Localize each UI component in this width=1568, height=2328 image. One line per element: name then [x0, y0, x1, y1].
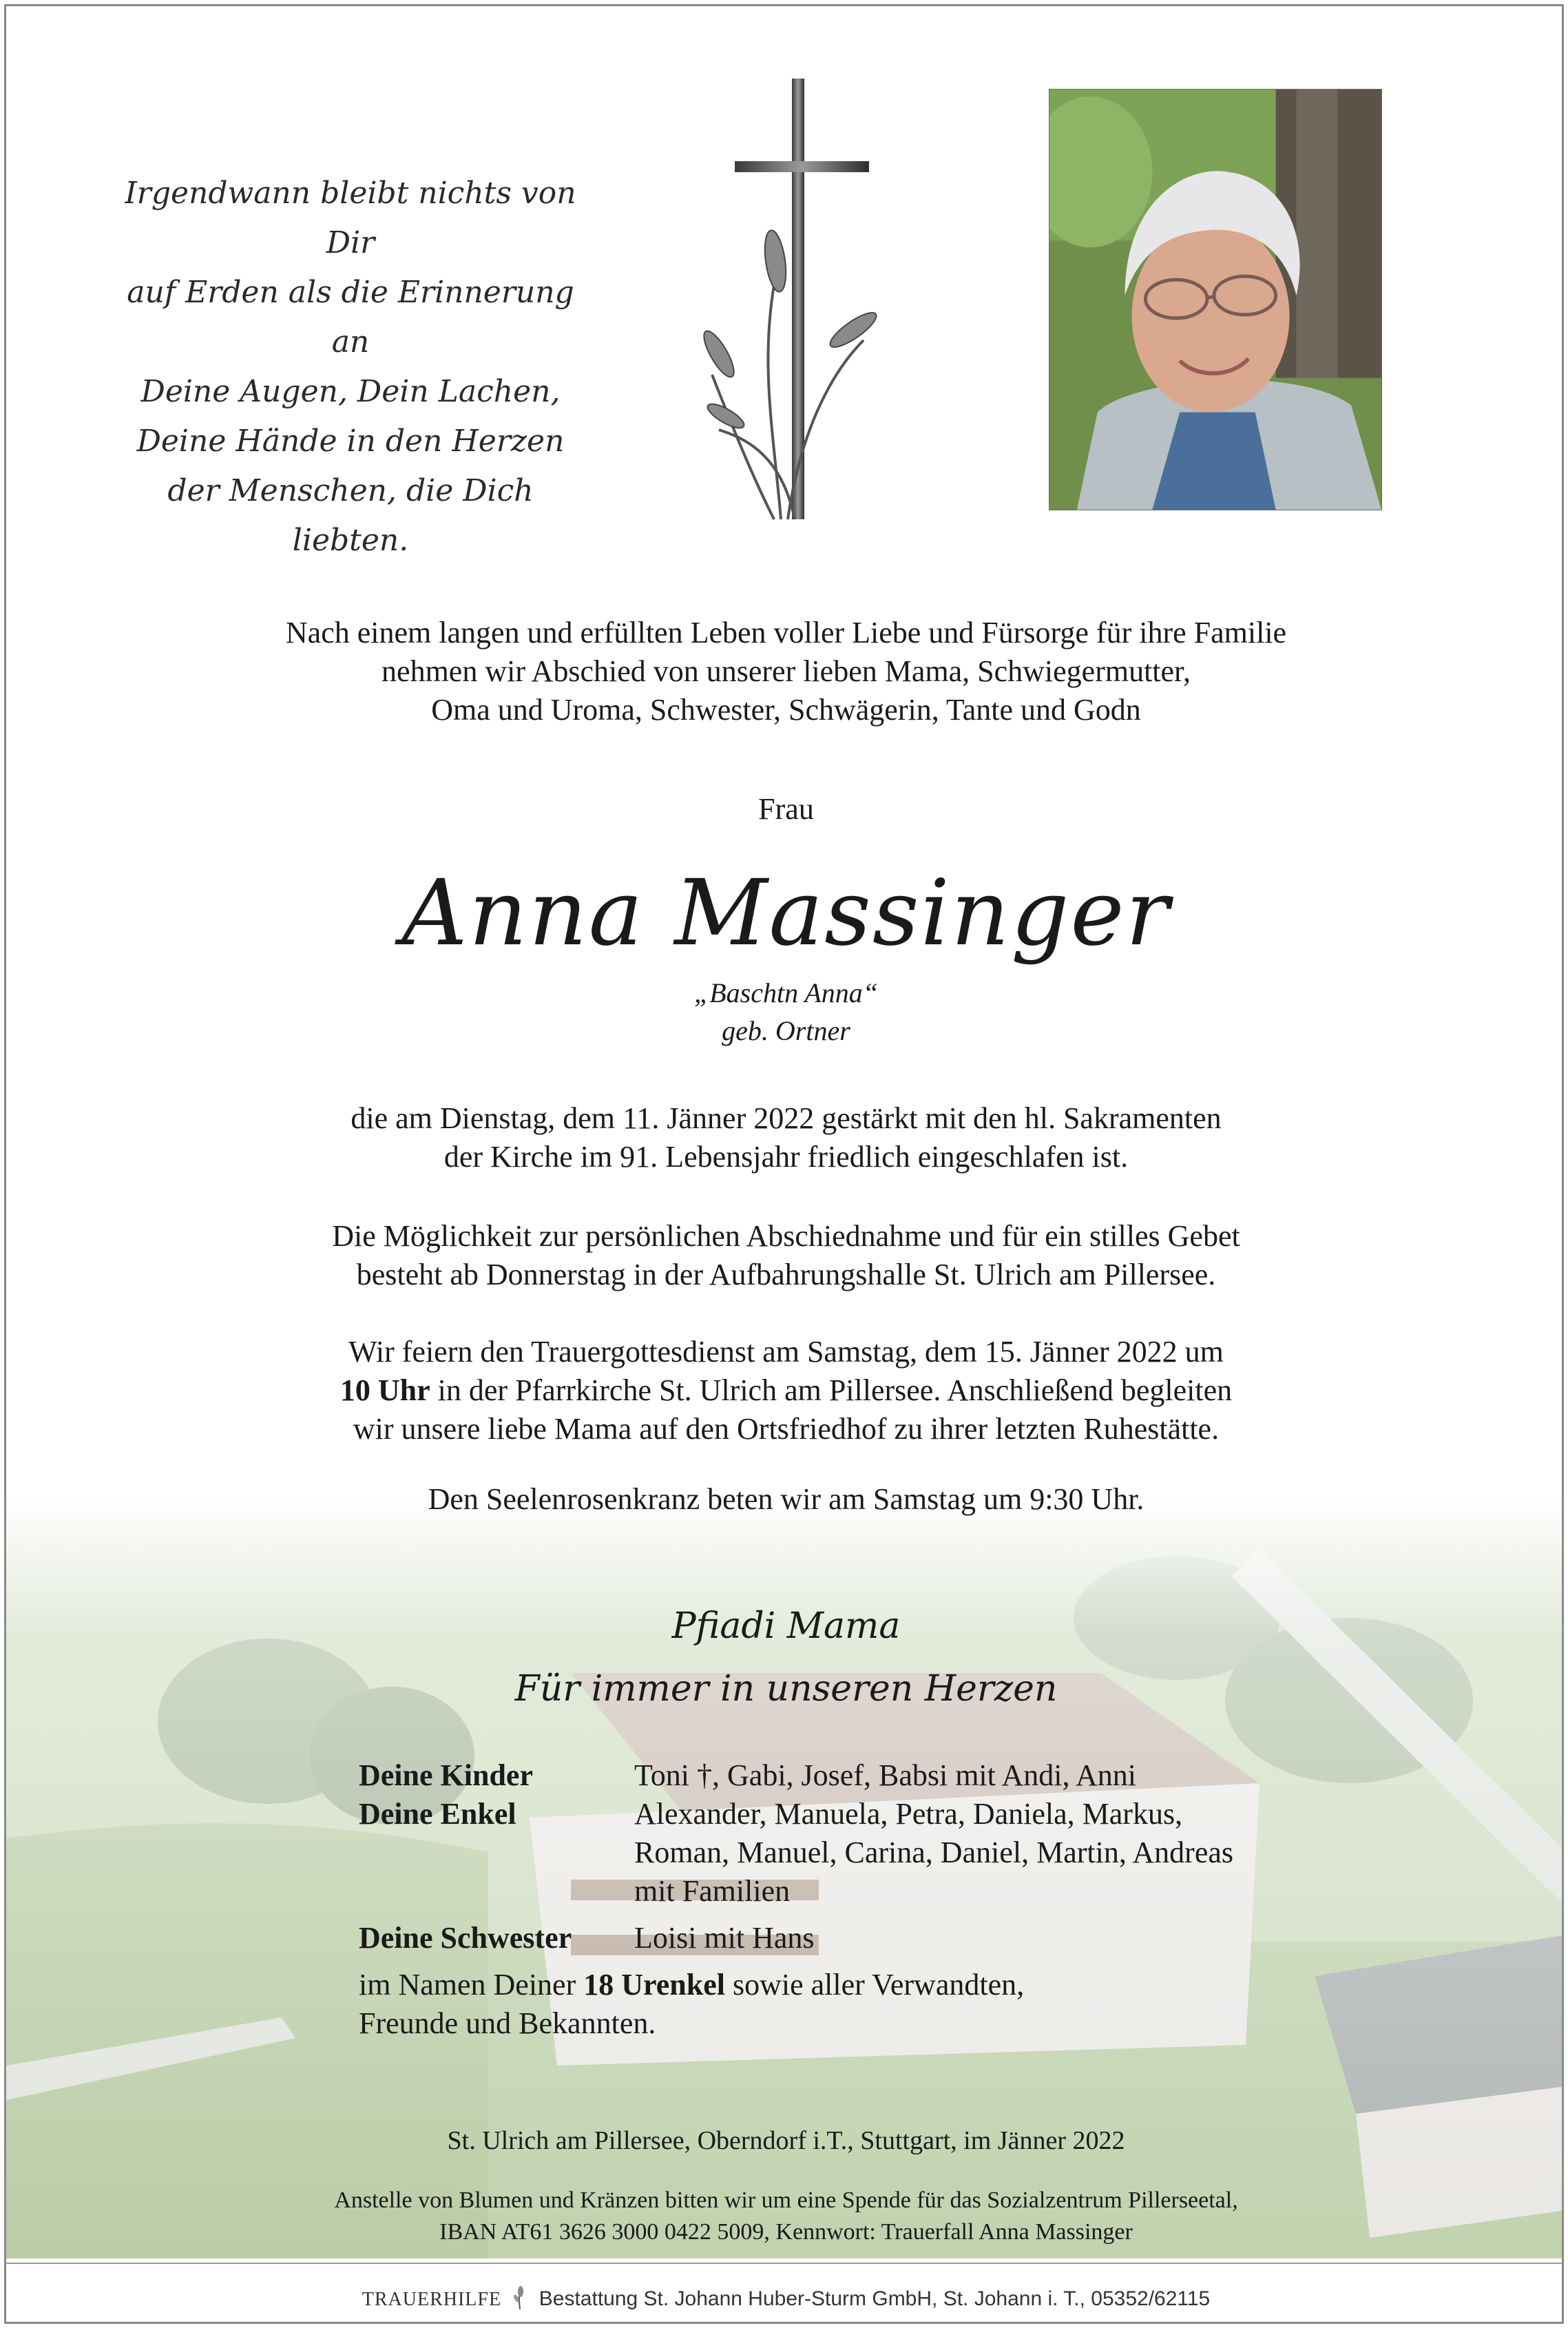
parte-card	[4, 4, 1564, 2324]
brand-label: TRAUERHILFE	[362, 2289, 502, 2310]
closing-text: Freunde und Bekannten.	[359, 2006, 656, 2040]
wheat-icon	[512, 2286, 527, 2309]
farewell-line: Für immer in unseren Herzen	[514, 1668, 1058, 1709]
intro-text	[144, 614, 1428, 729]
family-value: Roman, Manuel, Carina, Daniel, Martin, Andreas	[634, 1836, 1234, 1869]
memorial-poem	[123, 169, 578, 565]
funeral-home-info: Bestattung St. Johann Huber-Sturm GmbH, St. Johann i. T., 05352/62115	[539, 2287, 1211, 2310]
service-line	[6, 1371, 1564, 1410]
poem-line: der Menschen, die Dich liebten.	[167, 473, 534, 558]
service-line-rest: in der Pfarrkirche St. Ulrich am Pillersee. Anschließend begleiten	[430, 1373, 1233, 1407]
viewing-line: Die Möglichkeit zur persönlichen Abschiednahme und für ein stilles Gebet	[332, 1219, 1240, 1253]
deceased-name: Anna Massinger	[401, 860, 1171, 966]
footer-divider	[6, 2263, 1564, 2264]
rosary-line: Den Seelenrosenkranz beten wir am Samstag um 9:30 Uhr.	[428, 1482, 1144, 1516]
family-label: Deine Kinder	[359, 1758, 533, 1792]
nickname: „Baschtn Anna“	[693, 977, 879, 1008]
service-time: 10 Uhr	[339, 1373, 430, 1407]
farewell-line: Pfiadi Mama	[671, 1605, 901, 1647]
closing-text: im Namen Deiner	[359, 1968, 584, 2002]
intro-line: Oma und Uroma, Schwester, Schwägerin, Tante und Godn	[431, 693, 1141, 727]
closing-text: sowie aller Verwandten,	[724, 1968, 1025, 2002]
rosary-notice	[6, 1480, 1564, 1519]
portrait-photo	[1049, 89, 1382, 510]
family-value: mit Familien	[634, 1874, 791, 1908]
family-value: Toni †, Gabi, Josef, Babsi mit Andi, Anni	[634, 1758, 1137, 1792]
service-line: Wir feiern den Trauergottesdienst am Samstag, dem 15. Jänner 2022 um	[348, 1335, 1224, 1369]
family-row-schwester	[359, 1919, 1024, 1957]
family-closing	[359, 2004, 1024, 2043]
death-notice	[6, 1099, 1564, 1176]
death-line: die am Dienstag, dem 11. Jänner 2022 gestärkt mit den hl. Sakramenten	[351, 1101, 1222, 1135]
service-notice	[6, 1333, 1564, 1448]
poem-line: Deine Hände in den Herzen	[136, 424, 565, 459]
family-row-enkel-cont	[359, 1833, 1234, 1872]
family-row-kinder	[359, 1756, 1137, 1795]
viewing-line: besteht ab Donnerstag in der Aufbahrungshalle St. Ulrich am Pillersee.	[356, 1258, 1216, 1291]
footer	[6, 2286, 1564, 2311]
service-line: wir unsere liebe Mama auf den Ortsfriedhof zu ihrer letzten Ruhestätte.	[353, 1412, 1220, 1446]
family-row-enkel-cont	[359, 1872, 1024, 1911]
poem-line: Deine Augen, Dein Lachen,	[140, 374, 561, 409]
birth-name: geb. Ortner	[722, 1015, 850, 1046]
cross-with-wheat-icon	[698, 79, 881, 526]
closing-bold: 18 Urenkel	[583, 1968, 725, 2002]
family-value: Alexander, Manuela, Petra, Daniela, Markus,	[634, 1797, 1183, 1831]
donation-line: IBAN AT61 3626 3000 0422 5009, Kennwort: Trauerfall Anna Massinger	[439, 2219, 1133, 2245]
family-closing	[359, 1966, 1024, 2004]
intro-line: nehmen wir Abschied von unserer lieben Mama, Schwiegermutter,	[381, 654, 1191, 688]
place-date: St. Ulrich am Pillersee, Oberndorf i.T., Stuttgart, im Jänner 2022	[447, 2126, 1125, 2155]
poem-line: Irgendwann bleibt nichts von Dir	[125, 176, 576, 260]
poem-line: auf Erden als die Erinnerung an	[127, 275, 574, 360]
family-label: Deine Schwester	[359, 1921, 572, 1955]
viewing-notice	[6, 1217, 1564, 1294]
death-line: der Kirche im 91. Lebensjahr friedlich eingeschlafen ist.	[443, 1140, 1129, 1174]
family-value: Loisi mit Hans	[634, 1921, 815, 1955]
donation-request	[6, 2185, 1564, 2248]
deceased-nickname-block	[6, 974, 1564, 1050]
donation-line: Anstelle von Blumen und Kränzen bitten wir um eine Spende für das Sozialzentrum Pillerseetal,	[334, 2187, 1238, 2213]
family-label: Deine Enkel	[359, 1797, 516, 1831]
family-list	[359, 1756, 1234, 2043]
intro-line: Nach einem langen und erfüllten Leben voller Liebe und Fürsorge für ihre Familie	[285, 616, 1287, 649]
family-row-enkel	[359, 1795, 1183, 1833]
salutation: Frau	[758, 792, 814, 826]
